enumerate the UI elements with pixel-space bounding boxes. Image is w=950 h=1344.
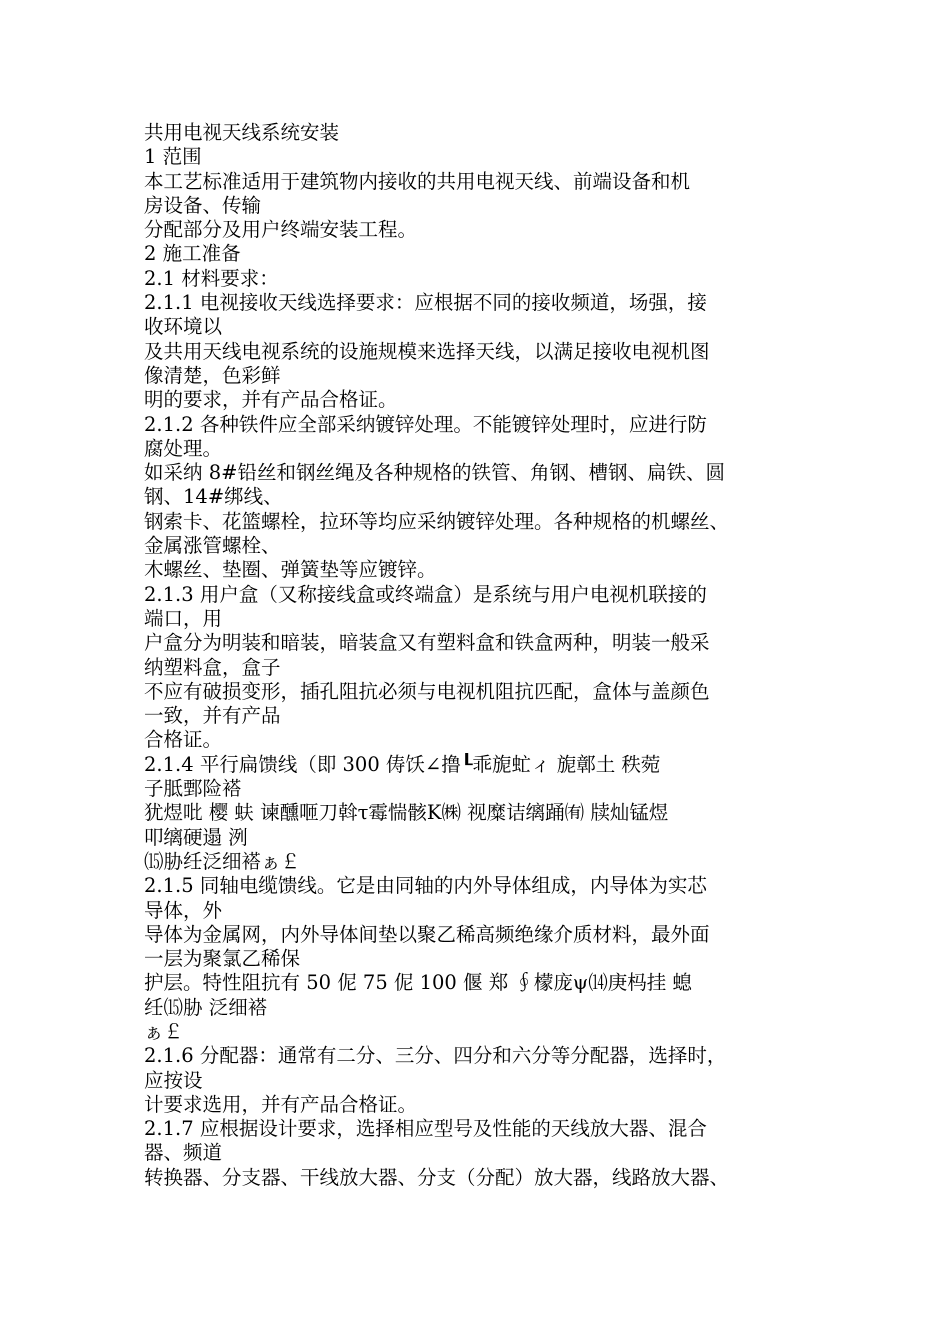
text-line: 纳塑料盒，盒子: [144, 655, 281, 679]
text-line: 2.1.6 分配器：通常有二分、三分、四分和六分等分配器，选择时，: [144, 1044, 727, 1068]
text-line: 2.1.7 应根据设计要求，选择相应型号及性能的天线放大器、混合: [144, 1117, 707, 1141]
text-line: 端口，用: [144, 606, 223, 630]
text-line: 护层。特性阻抗有 50 伲 75 伲 100 偃 郑 ∮檬庞ψ⒁庚杩挂 螅: [144, 971, 692, 995]
text-line: 导体为金属网，内外导体间垫以聚乙稀高频绝缘介质材料，最外面: [144, 922, 710, 946]
text-line: ぁ￡: [144, 1019, 184, 1043]
text-line: 钢、14#绑线、: [144, 485, 283, 509]
text-line: 2.1.4 平行扁馈线（即 300 俦饫∠撸┖乖旎虻ィ 旎鄣土 秩菀: [144, 752, 661, 776]
text-line: 本工艺标准适用于建筑物内接收的共用电视天线、前端设备和机: [144, 169, 691, 193]
subsection-heading: 2.1 材料要求：: [144, 266, 279, 290]
text-line: 2.1.1 电视接收天线选择要求：应根据不同的接收频道，场强，接: [144, 291, 707, 315]
text-line: 明的要求，并有产品合格证。: [144, 388, 398, 412]
text-line: 犹煜吡 樱 蚨 谏醺咂刀斡τ霉惴骸Κ㈱ 视糜诘缡踊㈲ 牍灿锰煜: [144, 801, 669, 825]
text-line: 像清楚，色彩鲜: [144, 363, 281, 387]
text-line: 如采纳 8#铅丝和钢丝绳及各种规格的铁管、角钢、槽钢、扁铁、圆: [144, 461, 725, 485]
text-line: 2.1.2 各种铁件应全部采纳镀锌处理。不能镀锌处理时，应进行防: [144, 412, 707, 436]
text-line: 房设备、传输: [144, 193, 262, 217]
text-line: 金属涨管螺栓、: [144, 534, 281, 558]
text-line: ⒂胁纴泛细褡ぁ￡: [144, 849, 301, 873]
text-line: 2.1.5 同轴电缆馈线。它是由同轴的内外导体组成，内导体为实芯: [144, 874, 707, 898]
text-line: 计要求选用，并有产品合格证。: [144, 1092, 418, 1116]
text-line: 及共用天线电视系统的设施规模来选择天线，以满足接收电视机图: [144, 339, 710, 363]
document-title: 共用电视天线系统安装: [144, 121, 340, 144]
text-line: 不应有破损变形，插孔阻抗必须与电视机阻抗匹配，盒体与盖颜色: [144, 679, 710, 703]
text-line: 钢索卡、花篮螺栓，拉环等均应采纳镀锌处理。各种规格的机螺丝、: [144, 509, 730, 533]
text-line: 2.1.3 用户盒（又称接线盒或终端盒）是系统与用户电视机联接的: [144, 582, 707, 606]
text-line: 一致，并有产品: [144, 704, 281, 728]
text-line: 纴⒂胁 泛细褡: [144, 995, 268, 1019]
text-line: 木螺丝、垫圈、弹簧垫等应镀锌。: [144, 558, 437, 582]
text-line: 转换器、分支器、干线放大器、分支（分配）放大器，线路放大器、: [144, 1165, 730, 1189]
text-line: 叩缡硬遢 洌: [144, 825, 248, 849]
text-line: 分配部分及用户终端安装工程。: [144, 218, 418, 242]
text-line: 收环境以: [144, 315, 223, 339]
text-line: 应按设: [144, 1068, 203, 1092]
text-line: 器、频道: [144, 1141, 223, 1165]
text-line: 一层为聚氯乙稀保: [144, 947, 301, 971]
text-line: 导体，外: [144, 898, 223, 922]
text-line: 合格证。: [144, 728, 223, 752]
section-heading: 1 范围: [144, 145, 202, 169]
document-body: [144, 121, 816, 1190]
section-heading: 2 施工准备: [144, 242, 241, 266]
text-line: 户盒分为明装和暗装，暗装盒又有塑料盒和铁盒两种，明装一般采: [144, 631, 710, 655]
text-line: 腐处理。: [144, 436, 223, 460]
text-line: 子胝鄄险褡: [144, 777, 242, 801]
